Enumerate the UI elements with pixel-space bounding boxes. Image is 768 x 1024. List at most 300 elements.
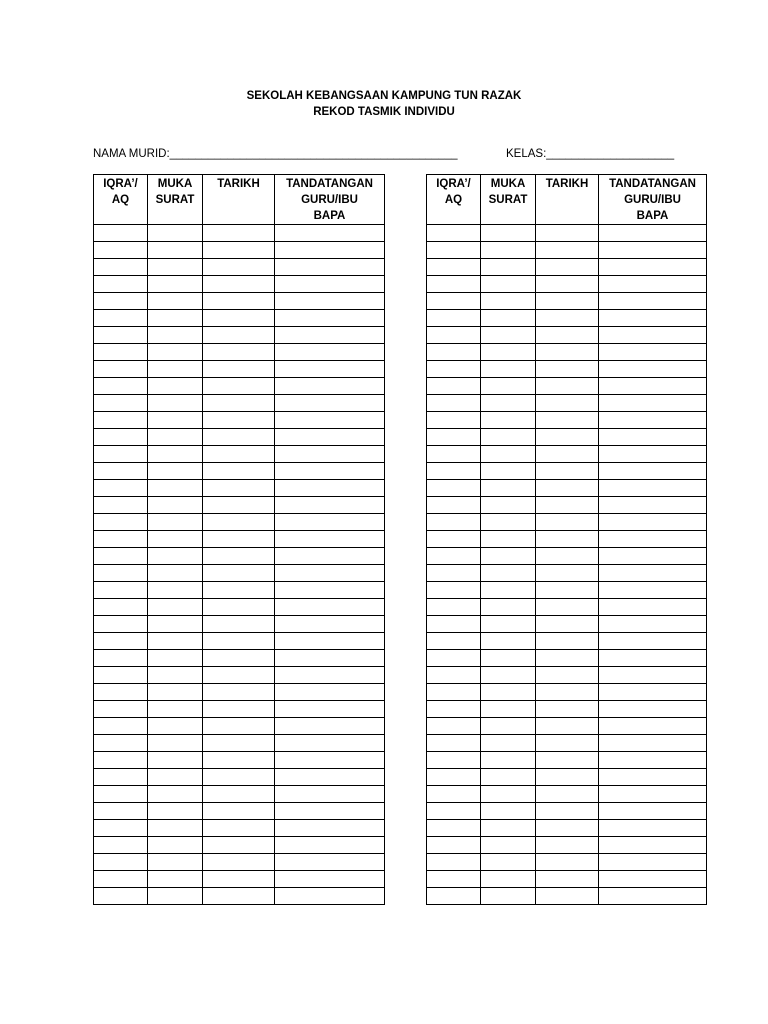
table-cell[interactable] <box>536 701 599 718</box>
table-cell[interactable] <box>203 735 275 752</box>
table-cell[interactable] <box>275 293 385 310</box>
table-cell[interactable] <box>94 871 148 888</box>
table-cell[interactable] <box>481 259 536 276</box>
table-cell[interactable] <box>427 718 481 735</box>
table-cell[interactable] <box>203 310 275 327</box>
table-cell[interactable] <box>481 378 536 395</box>
table-cell[interactable] <box>94 531 148 548</box>
table-cell[interactable] <box>94 497 148 514</box>
table-cell[interactable] <box>148 684 203 701</box>
table-cell[interactable] <box>148 480 203 497</box>
table-cell[interactable] <box>536 463 599 480</box>
table-cell[interactable] <box>599 803 707 820</box>
table-cell[interactable] <box>481 582 536 599</box>
table-cell[interactable] <box>536 242 599 259</box>
table-cell[interactable] <box>599 429 707 446</box>
table-cell[interactable] <box>427 242 481 259</box>
table-cell[interactable] <box>481 395 536 412</box>
table-cell[interactable] <box>427 361 481 378</box>
table-cell[interactable] <box>275 446 385 463</box>
table-cell[interactable] <box>427 735 481 752</box>
table-cell[interactable] <box>148 769 203 786</box>
table-cell[interactable] <box>148 633 203 650</box>
table-cell[interactable] <box>481 599 536 616</box>
table-cell[interactable] <box>536 684 599 701</box>
table-cell[interactable] <box>203 412 275 429</box>
table-cell[interactable] <box>536 361 599 378</box>
table-cell[interactable] <box>599 582 707 599</box>
table-cell[interactable] <box>427 616 481 633</box>
table-cell[interactable] <box>275 548 385 565</box>
table-cell[interactable] <box>148 344 203 361</box>
table-cell[interactable] <box>148 599 203 616</box>
table-cell[interactable] <box>148 225 203 242</box>
table-cell[interactable] <box>148 803 203 820</box>
table-cell[interactable] <box>481 803 536 820</box>
table-cell[interactable] <box>599 327 707 344</box>
table-cell[interactable] <box>481 242 536 259</box>
table-cell[interactable] <box>427 769 481 786</box>
table-cell[interactable] <box>94 327 148 344</box>
table-cell[interactable] <box>536 837 599 854</box>
table-cell[interactable] <box>427 752 481 769</box>
table-cell[interactable] <box>94 378 148 395</box>
table-cell[interactable] <box>599 548 707 565</box>
table-cell[interactable] <box>427 786 481 803</box>
table-cell[interactable] <box>481 854 536 871</box>
table-cell[interactable] <box>427 259 481 276</box>
table-cell[interactable] <box>148 786 203 803</box>
table-cell[interactable] <box>203 871 275 888</box>
table-cell[interactable] <box>427 514 481 531</box>
table-cell[interactable] <box>203 378 275 395</box>
table-cell[interactable] <box>536 480 599 497</box>
table-cell[interactable] <box>203 293 275 310</box>
table-cell[interactable] <box>203 820 275 837</box>
table-cell[interactable] <box>203 599 275 616</box>
table-cell[interactable] <box>94 769 148 786</box>
table-cell[interactable] <box>203 582 275 599</box>
table-cell[interactable] <box>275 429 385 446</box>
table-cell[interactable] <box>599 497 707 514</box>
table-cell[interactable] <box>203 718 275 735</box>
table-cell[interactable] <box>275 242 385 259</box>
table-cell[interactable] <box>536 871 599 888</box>
table-cell[interactable] <box>203 565 275 582</box>
table-cell[interactable] <box>148 582 203 599</box>
table-cell[interactable] <box>148 650 203 667</box>
table-cell[interactable] <box>275 854 385 871</box>
table-cell[interactable] <box>599 395 707 412</box>
table-cell[interactable] <box>94 361 148 378</box>
table-cell[interactable] <box>427 871 481 888</box>
table-cell[interactable] <box>599 361 707 378</box>
table-cell[interactable] <box>203 276 275 293</box>
table-cell[interactable] <box>94 463 148 480</box>
table-cell[interactable] <box>536 599 599 616</box>
table-cell[interactable] <box>94 888 148 905</box>
table-cell[interactable] <box>203 888 275 905</box>
table-cell[interactable] <box>148 871 203 888</box>
table-cell[interactable] <box>148 565 203 582</box>
table-cell[interactable] <box>148 531 203 548</box>
table-cell[interactable] <box>599 633 707 650</box>
table-cell[interactable] <box>481 769 536 786</box>
table-cell[interactable] <box>599 463 707 480</box>
table-cell[interactable] <box>94 837 148 854</box>
table-cell[interactable] <box>599 820 707 837</box>
table-cell[interactable] <box>536 752 599 769</box>
table-cell[interactable] <box>275 480 385 497</box>
table-cell[interactable] <box>599 650 707 667</box>
table-cell[interactable] <box>427 463 481 480</box>
table-cell[interactable] <box>481 871 536 888</box>
table-cell[interactable] <box>275 531 385 548</box>
table-cell[interactable] <box>275 327 385 344</box>
table-cell[interactable] <box>481 837 536 854</box>
table-cell[interactable] <box>94 276 148 293</box>
table-cell[interactable] <box>203 344 275 361</box>
table-cell[interactable] <box>94 242 148 259</box>
table-cell[interactable] <box>599 667 707 684</box>
table-cell[interactable] <box>599 259 707 276</box>
table-cell[interactable] <box>599 310 707 327</box>
table-cell[interactable] <box>203 752 275 769</box>
table-cell[interactable] <box>427 582 481 599</box>
table-cell[interactable] <box>275 650 385 667</box>
table-cell[interactable] <box>427 684 481 701</box>
table-cell[interactable] <box>536 633 599 650</box>
table-cell[interactable] <box>275 514 385 531</box>
table-cell[interactable] <box>203 769 275 786</box>
table-cell[interactable] <box>481 633 536 650</box>
table-cell[interactable] <box>203 497 275 514</box>
table-cell[interactable] <box>536 616 599 633</box>
table-cell[interactable] <box>536 395 599 412</box>
table-cell[interactable] <box>203 531 275 548</box>
table-cell[interactable] <box>203 327 275 344</box>
table-cell[interactable] <box>427 803 481 820</box>
table-cell[interactable] <box>536 820 599 837</box>
table-cell[interactable] <box>275 565 385 582</box>
table-cell[interactable] <box>599 752 707 769</box>
table-cell[interactable] <box>536 276 599 293</box>
table-cell[interactable] <box>94 701 148 718</box>
table-cell[interactable] <box>427 344 481 361</box>
table-cell[interactable] <box>203 667 275 684</box>
table-cell[interactable] <box>94 480 148 497</box>
table-cell[interactable] <box>536 854 599 871</box>
table-cell[interactable] <box>275 633 385 650</box>
table-cell[interactable] <box>275 463 385 480</box>
table-cell[interactable] <box>203 633 275 650</box>
table-cell[interactable] <box>148 361 203 378</box>
table-cell[interactable] <box>94 820 148 837</box>
table-cell[interactable] <box>203 650 275 667</box>
table-cell[interactable] <box>427 565 481 582</box>
table-cell[interactable] <box>275 344 385 361</box>
table-cell[interactable] <box>536 446 599 463</box>
table-cell[interactable] <box>148 242 203 259</box>
table-cell[interactable] <box>275 803 385 820</box>
table-cell[interactable] <box>203 242 275 259</box>
table-cell[interactable] <box>599 718 707 735</box>
table-cell[interactable] <box>599 837 707 854</box>
table-cell[interactable] <box>427 293 481 310</box>
table-cell[interactable] <box>203 684 275 701</box>
table-cell[interactable] <box>536 429 599 446</box>
table-cell[interactable] <box>203 480 275 497</box>
table-cell[interactable] <box>536 718 599 735</box>
table-cell[interactable] <box>427 446 481 463</box>
table-cell[interactable] <box>536 310 599 327</box>
table-cell[interactable] <box>481 293 536 310</box>
table-cell[interactable] <box>203 837 275 854</box>
table-cell[interactable] <box>203 701 275 718</box>
table-cell[interactable] <box>203 361 275 378</box>
table-cell[interactable] <box>94 514 148 531</box>
table-cell[interactable] <box>94 395 148 412</box>
table-cell[interactable] <box>427 701 481 718</box>
table-cell[interactable] <box>275 820 385 837</box>
table-cell[interactable] <box>536 327 599 344</box>
table-cell[interactable] <box>275 667 385 684</box>
table-cell[interactable] <box>427 395 481 412</box>
table-cell[interactable] <box>275 752 385 769</box>
table-cell[interactable] <box>481 565 536 582</box>
table-cell[interactable] <box>94 259 148 276</box>
table-cell[interactable] <box>599 599 707 616</box>
table-cell[interactable] <box>94 429 148 446</box>
table-cell[interactable] <box>481 480 536 497</box>
table-cell[interactable] <box>599 684 707 701</box>
table-cell[interactable] <box>427 854 481 871</box>
table-cell[interactable] <box>427 480 481 497</box>
table-cell[interactable] <box>427 276 481 293</box>
table-cell[interactable] <box>481 514 536 531</box>
table-cell[interactable] <box>481 412 536 429</box>
table-cell[interactable] <box>536 582 599 599</box>
table-cell[interactable] <box>481 888 536 905</box>
table-cell[interactable] <box>148 888 203 905</box>
table-cell[interactable] <box>427 429 481 446</box>
table-cell[interactable] <box>275 599 385 616</box>
table-cell[interactable] <box>599 769 707 786</box>
table-cell[interactable] <box>94 616 148 633</box>
table-cell[interactable] <box>203 616 275 633</box>
table-cell[interactable] <box>536 225 599 242</box>
table-cell[interactable] <box>599 888 707 905</box>
table-cell[interactable] <box>94 446 148 463</box>
table-cell[interactable] <box>203 548 275 565</box>
table-cell[interactable] <box>427 599 481 616</box>
table-cell[interactable] <box>94 650 148 667</box>
table-cell[interactable] <box>148 327 203 344</box>
table-cell[interactable] <box>94 412 148 429</box>
table-cell[interactable] <box>599 225 707 242</box>
table-cell[interactable] <box>94 786 148 803</box>
table-cell[interactable] <box>148 514 203 531</box>
table-cell[interactable] <box>94 684 148 701</box>
class-field[interactable]: KELAS:____________________ <box>506 148 675 160</box>
table-cell[interactable] <box>148 667 203 684</box>
table-cell[interactable] <box>148 395 203 412</box>
table-cell[interactable] <box>481 497 536 514</box>
table-cell[interactable] <box>536 412 599 429</box>
table-cell[interactable] <box>427 667 481 684</box>
table-cell[interactable] <box>599 446 707 463</box>
table-cell[interactable] <box>481 344 536 361</box>
table-cell[interactable] <box>536 735 599 752</box>
table-cell[interactable] <box>536 667 599 684</box>
table-cell[interactable] <box>481 276 536 293</box>
table-cell[interactable] <box>599 531 707 548</box>
table-cell[interactable] <box>599 514 707 531</box>
table-cell[interactable] <box>599 871 707 888</box>
table-cell[interactable] <box>203 446 275 463</box>
table-cell[interactable] <box>536 259 599 276</box>
table-cell[interactable] <box>275 378 385 395</box>
table-cell[interactable] <box>536 531 599 548</box>
table-cell[interactable] <box>275 701 385 718</box>
table-cell[interactable] <box>599 701 707 718</box>
table-cell[interactable] <box>427 327 481 344</box>
table-cell[interactable] <box>148 463 203 480</box>
table-cell[interactable] <box>481 667 536 684</box>
table-cell[interactable] <box>148 378 203 395</box>
table-cell[interactable] <box>599 480 707 497</box>
table-cell[interactable] <box>148 276 203 293</box>
table-cell[interactable] <box>481 429 536 446</box>
table-cell[interactable] <box>275 259 385 276</box>
table-cell[interactable] <box>94 633 148 650</box>
table-cell[interactable] <box>148 429 203 446</box>
table-cell[interactable] <box>536 497 599 514</box>
table-cell[interactable] <box>148 701 203 718</box>
table-cell[interactable] <box>536 293 599 310</box>
table-cell[interactable] <box>481 718 536 735</box>
table-cell[interactable] <box>94 225 148 242</box>
table-cell[interactable] <box>94 752 148 769</box>
table-cell[interactable] <box>427 633 481 650</box>
table-cell[interactable] <box>94 582 148 599</box>
table-cell[interactable] <box>203 803 275 820</box>
table-cell[interactable] <box>599 378 707 395</box>
table-cell[interactable] <box>536 548 599 565</box>
table-cell[interactable] <box>275 310 385 327</box>
table-cell[interactable] <box>148 735 203 752</box>
table-cell[interactable] <box>94 854 148 871</box>
table-cell[interactable] <box>94 667 148 684</box>
table-cell[interactable] <box>148 854 203 871</box>
table-cell[interactable] <box>275 684 385 701</box>
table-cell[interactable] <box>481 616 536 633</box>
table-cell[interactable] <box>94 735 148 752</box>
table-cell[interactable] <box>427 531 481 548</box>
table-cell[interactable] <box>148 718 203 735</box>
table-cell[interactable] <box>275 582 385 599</box>
table-cell[interactable] <box>94 310 148 327</box>
table-cell[interactable] <box>148 310 203 327</box>
table-cell[interactable] <box>203 259 275 276</box>
table-cell[interactable] <box>275 888 385 905</box>
table-cell[interactable] <box>599 616 707 633</box>
table-cell[interactable] <box>148 752 203 769</box>
table-cell[interactable] <box>599 276 707 293</box>
table-cell[interactable] <box>148 497 203 514</box>
table-cell[interactable] <box>148 820 203 837</box>
table-cell[interactable] <box>203 429 275 446</box>
table-cell[interactable] <box>481 735 536 752</box>
table-cell[interactable] <box>427 378 481 395</box>
table-cell[interactable] <box>481 446 536 463</box>
table-cell[interactable] <box>481 225 536 242</box>
table-cell[interactable] <box>599 786 707 803</box>
table-cell[interactable] <box>599 412 707 429</box>
table-cell[interactable] <box>203 395 275 412</box>
table-cell[interactable] <box>275 497 385 514</box>
table-cell[interactable] <box>275 718 385 735</box>
table-cell[interactable] <box>427 888 481 905</box>
student-name-field[interactable]: NAMA MURID:_____________________________________________ <box>93 148 458 160</box>
table-cell[interactable] <box>275 361 385 378</box>
table-cell[interactable] <box>275 395 385 412</box>
table-cell[interactable] <box>148 293 203 310</box>
table-cell[interactable] <box>481 548 536 565</box>
table-cell[interactable] <box>427 650 481 667</box>
table-cell[interactable] <box>275 276 385 293</box>
table-cell[interactable] <box>94 718 148 735</box>
table-cell[interactable] <box>275 412 385 429</box>
table-cell[interactable] <box>481 650 536 667</box>
table-cell[interactable] <box>536 786 599 803</box>
table-cell[interactable] <box>599 565 707 582</box>
table-cell[interactable] <box>275 735 385 752</box>
table-cell[interactable] <box>536 565 599 582</box>
table-cell[interactable] <box>275 786 385 803</box>
table-cell[interactable] <box>148 446 203 463</box>
table-cell[interactable] <box>481 684 536 701</box>
table-cell[interactable] <box>427 548 481 565</box>
table-cell[interactable] <box>599 242 707 259</box>
table-cell[interactable] <box>94 548 148 565</box>
table-cell[interactable] <box>481 327 536 344</box>
table-cell[interactable] <box>481 786 536 803</box>
table-cell[interactable] <box>203 786 275 803</box>
table-cell[interactable] <box>94 803 148 820</box>
table-cell[interactable] <box>536 378 599 395</box>
table-cell[interactable] <box>481 820 536 837</box>
table-cell[interactable] <box>427 837 481 854</box>
table-cell[interactable] <box>94 344 148 361</box>
table-cell[interactable] <box>427 225 481 242</box>
table-cell[interactable] <box>203 225 275 242</box>
table-cell[interactable] <box>94 599 148 616</box>
table-cell[interactable] <box>599 344 707 361</box>
table-cell[interactable] <box>481 701 536 718</box>
table-cell[interactable] <box>536 650 599 667</box>
table-cell[interactable] <box>599 293 707 310</box>
table-cell[interactable] <box>427 497 481 514</box>
table-cell[interactable] <box>275 225 385 242</box>
table-cell[interactable] <box>536 514 599 531</box>
table-cell[interactable] <box>275 616 385 633</box>
table-cell[interactable] <box>203 854 275 871</box>
table-cell[interactable] <box>275 871 385 888</box>
table-cell[interactable] <box>427 412 481 429</box>
table-cell[interactable] <box>427 310 481 327</box>
table-cell[interactable] <box>275 769 385 786</box>
